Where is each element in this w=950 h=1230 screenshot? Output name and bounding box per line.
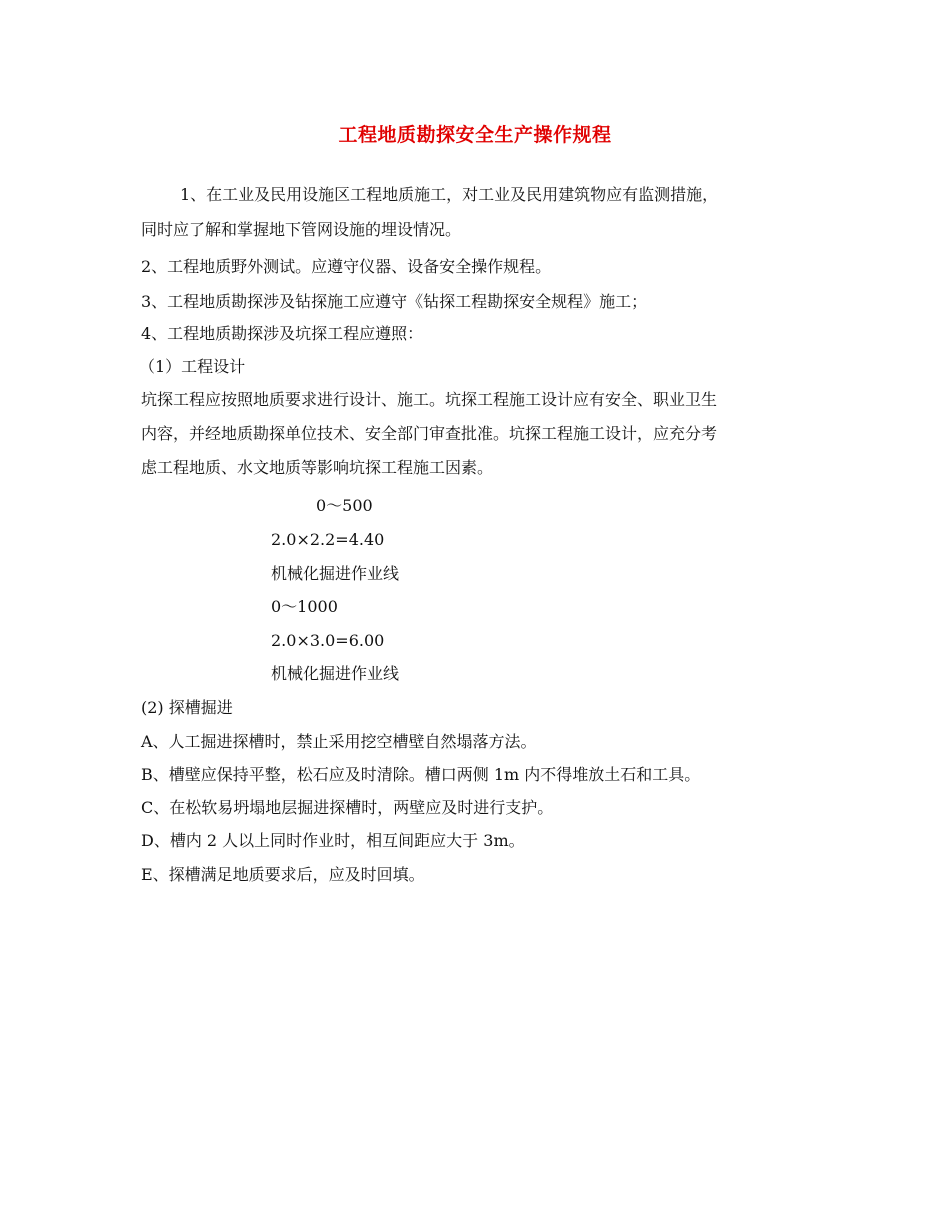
item-3: 3、工程地质勘探涉及钻探施工应遵守《钻探工程勘探安全规程》施工； (141, 292, 648, 311)
table-value-range-1000: 0～1000 (271, 597, 338, 616)
item-2: 2、工程地质野外测试。应遵守仪器、设备安全操作规程。 (141, 257, 552, 276)
table-value-mechanized-2: 机械化掘进作业线 (271, 664, 400, 683)
subheading-trench-excavation: (2) 探槽掘进 (141, 698, 233, 717)
item-a: A、人工掘进探槽时，禁止采用挖空槽壁自然塌落方法。 (141, 732, 537, 751)
item-b: B、槽壁应保持平整，松石应及时清除。槽口两侧 1m 内不得堆放土石和工具。 (141, 765, 701, 784)
paragraph-1-line-1: 1、在工业及民用设施区工程地质施工，对工业及民用建筑物应有监测措施， (180, 185, 719, 204)
table-value-range-500: 0～500 (316, 496, 373, 515)
design-paragraph-line-3: 虑工程地质、水文地质等影响坑探工程施工因素。 (141, 458, 494, 477)
table-value-section-600: 2.0×3.0=6.00 (271, 631, 385, 650)
subheading-engineering-design: （1）工程设计 (139, 357, 246, 376)
table-value-mechanized-1: 机械化掘进作业线 (271, 564, 400, 583)
item-4: 4、工程地质勘探涉及坑探工程应遵照： (141, 324, 424, 343)
paragraph-1-line-2: 同时应了解和掌握地下管网设施的埋设情况。 (141, 220, 462, 239)
design-paragraph-line-1: 坑探工程应按照地质要求进行设计、施工。坑探工程施工设计应有安全、职业卫生 (141, 390, 718, 409)
table-value-section-440: 2.0×2.2=4.40 (271, 530, 385, 549)
document-title: 工程地质勘探安全生产操作规程 (338, 124, 612, 146)
item-c: C、在松软易坍塌地层掘进探槽时，两壁应及时进行支护。 (141, 798, 554, 817)
item-e: E、探槽满足地质要求后，应及时回填。 (141, 865, 425, 884)
item-d: D、槽内 2 人以上同时作业时，相互间距应大于 3m。 (141, 831, 525, 850)
design-paragraph-line-2: 内容，并经地质勘探单位技术、安全部门审查批准。坑探工程施工设计，应充分考 (141, 424, 718, 443)
